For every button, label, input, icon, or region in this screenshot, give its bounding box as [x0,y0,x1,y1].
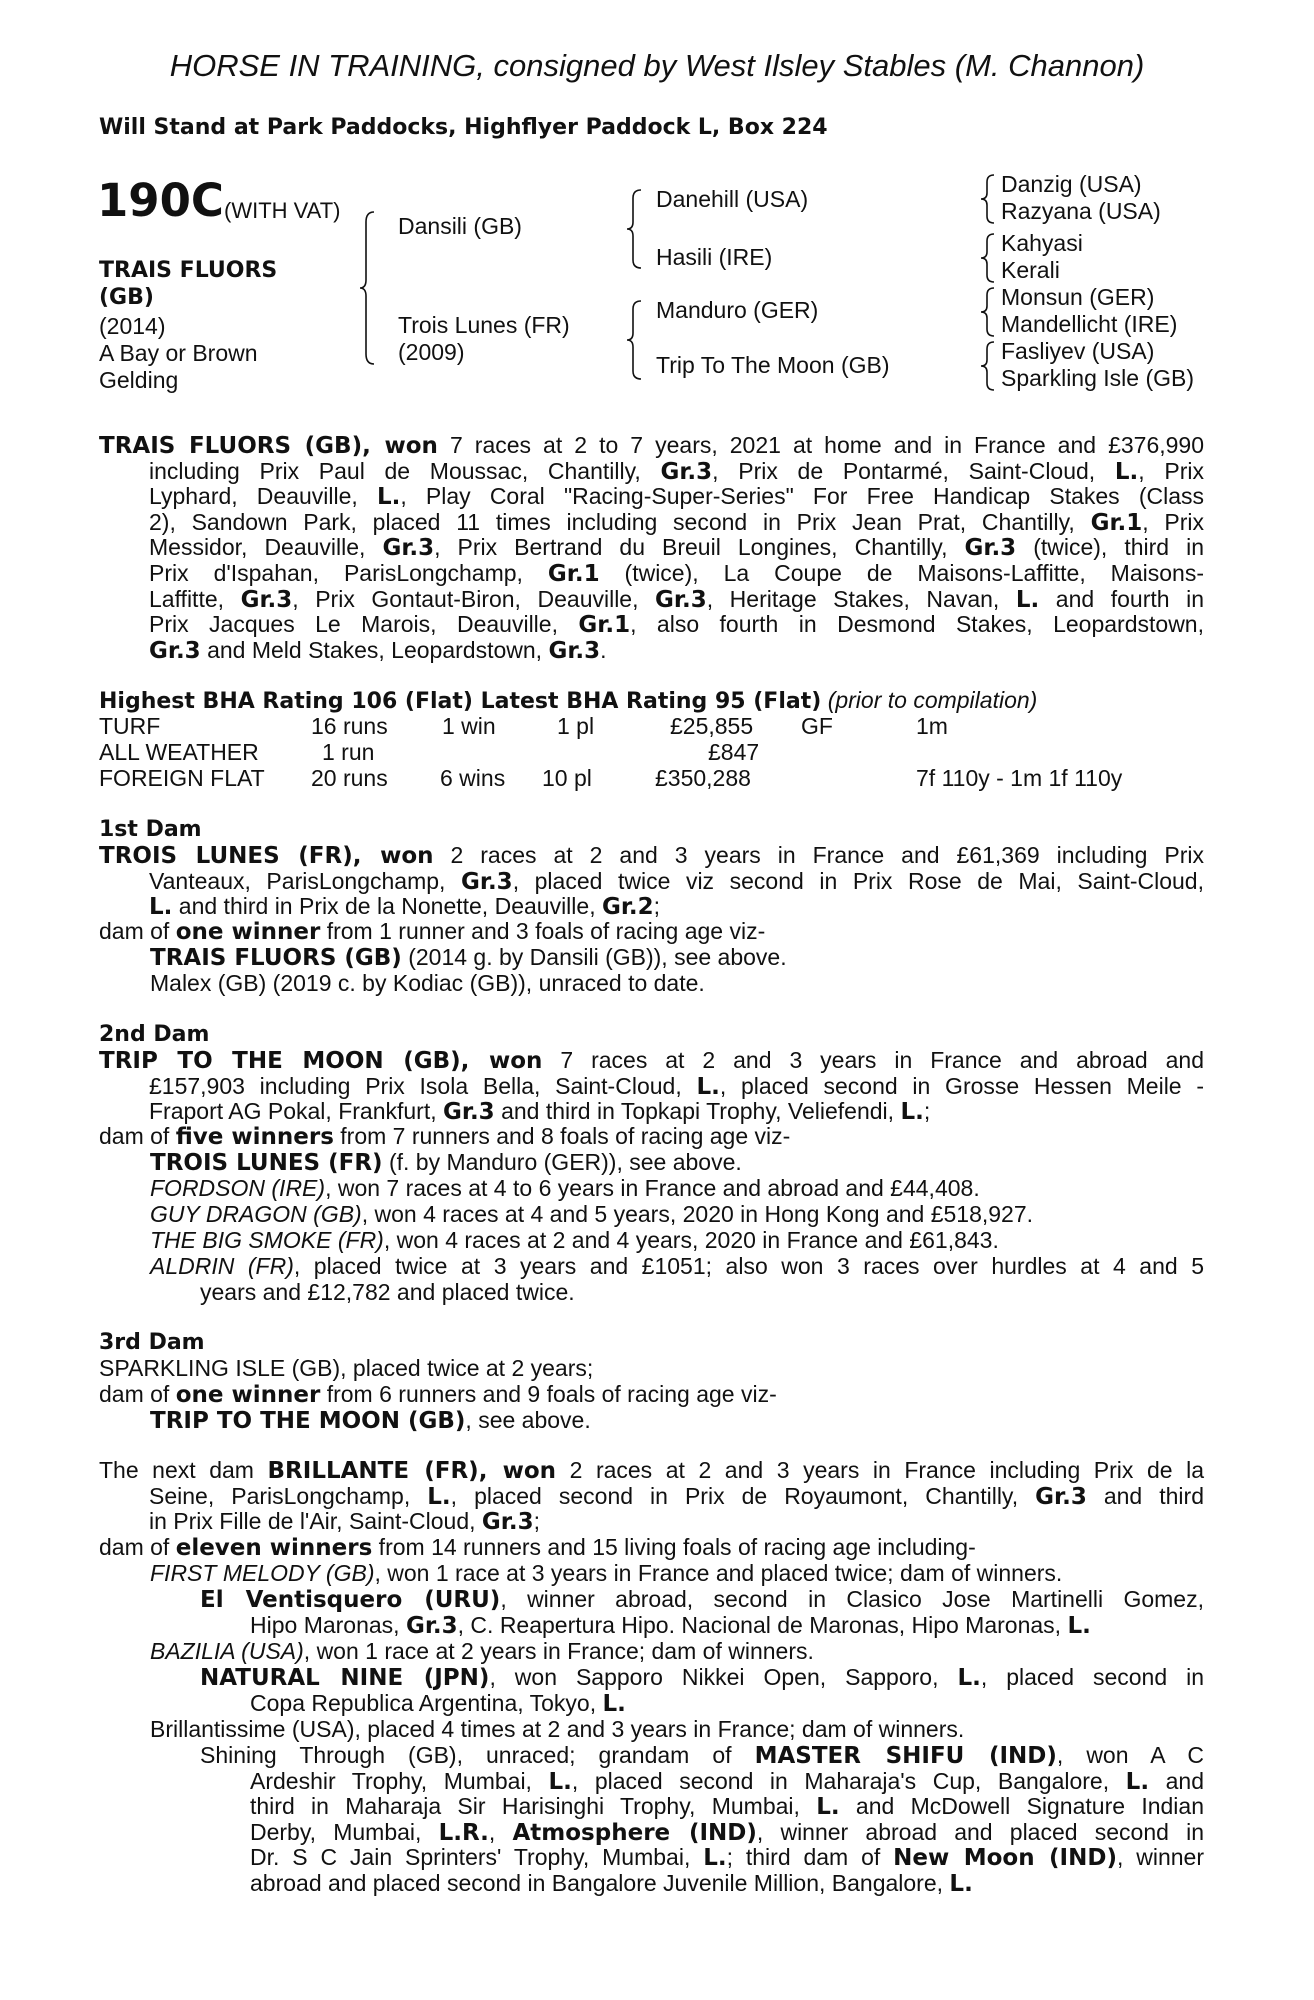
horse-name: TRAIS FLUORS [99,258,278,283]
pedigree-sire: Dansili (GB) [398,213,522,239]
pedigree-dam: Trois Lunes (FR) [398,312,570,338]
second-dam-produce-2: FORDSON (IRE), won 7 races at 4 to 6 years in France and abroad and £44,408. [150,1175,980,1201]
pedigree-ddd: Sparkling Isle (GB) [1001,365,1195,391]
sire-parents-brace [627,186,649,272]
catalogue-page: HORSE IN TRAINING, consigned by West Ilsley Stables (M. Channon) Will Stand at Park Paddocks, Highflyer Paddock L, Box 224 190C (WITH VAT) TRAIS FLUORS (GB) (2014) A Bay or Brown Gelding Dansili (GB) Trois Lunes (FR) (2009) Danehill (USA) Hasili (IRE) Manduro (GER) Trip To The Moon (GB) Danzig (USA) Razyana (USA) Kahyasi Kerali Monsun (GER) Mandellicht (IRE) Fasliyev (USA) Sparkling Isle (GB) TRAIS FLUORS (GB), won 7 races at 2 to 7 years, 2021 at home and in France and £376,990 including Prix Paul de Moussac, Chantilly, Gr.3, Prix de Pontarmé, Saint-Cloud, L., Prix Lyphard, Deauville, L., Play Coral "Racing-Super-Series" For Free Handicap Stakes (Class 2), Sandown Park, placed 11 times including second in Prix Jean Prat, Chantilly, Gr.1, Prix Messidor, Deauville, Gr.3, Prix Bertrand du Breuil Longines, Chantilly, Gr.3 (twice), third in Prix d'Ispahan, ParisLongchamp, Gr.1 (twice), La Coupe de Maisons-Laffitte, Maisons- Laffitte, Gr.3, Prix Gontaut-Biron, Deauville, Gr.3, Heritage Stakes, Navan, L. and fourth in Prix Jacques Le Marois, Deauville, Gr.1, also fourth in Desmond Stakes, Leopardstown, Gr.3 and Meld Stakes, Leopardstown, Gr.3. Highest BHA Rating 106 (Flat) Latest BHA Rating 95 (Flat) (prior to compilation) TURF 16 runs 1 win 1 pl £25,855 GF 1m ALL WEATHER 1 run £847 FOREIGN FLAT 20 runs 6 wins 10 pl £350,288 7f 110y - 1m 1f 110y 1st Dam TROIS LUNES (FR), won 2 races at 2 and 3 years in France and £61,369 including Prix Vanteaux, ParisLongchamp, Gr.3, placed twice viz second in Prix Rose de Mai, Saint-Cloud, L. and third in Prix de la Nonette, Deauville, Gr.2; dam of one winner from 1 runner and 3 foals of racing age viz- TRAIS FLUORS (GB) (2014 g. by Dansili (GB)), see above. Malex (GB) (2019 c. by Kodiac (GB)), unraced to date. 2nd Dam TRIP TO THE MOON (GB), won 7 races at 2 and 3 years in France and abroad and £157,903 including Prix Isola Bella, Saint-Cloud, L., placed second in Grosse Hessen Meile - Fraport AG Pokal, Frankfurt, Gr.3 and third in Topkapi Trophy, Veliefendi, L.; dam of five winners from 7 runners and 8 foals of racing age viz- TROIS LUNES (FR) (f. by Manduro (GER)), see above. FORDSON (IRE), won 7 races at 4 to 6 years in France and abroad and £44,408. GUY DRAGON (GB), won 4 races at 4 and 5 years, 2020 in Hong Kong and £518,927. THE BIG SMOKE (FR), won 4 races at 2 and 4 years, 2020 in France and £61,843. ALDRIN (FR), placed twice at 3 years and £1051; also won 3 races over hurdles at 4 and 5 years and £12,782 and placed twice. 3rd Dam SPARKLING ISLE (GB), placed twice at 2 years; dam of one winner from 6 runners and 9 foals of racing age viz- TRIP TO THE MOON (GB), see above. The next dam BRILLANTE (FR), won 2 races at 2 and 3 years in France including Prix de la Seine, ParisLongchamp, L., placed second in Prix de Royaumont, Chantilly, Gr.3 and third in Prix Fille de l'Air, Saint-Cloud, Gr.3; dam of eleven winners from 14 runners and 15 living foals of racing age including- FIRST MELODY (GB), won 1 race at 3 years in France and placed twice; dam of winners. El Ventisquero (URU), winner abroad, second in Clasico Jose Martinelli Gomez, Hipo Maronas, Gr.3, C. Reapertura Hipo. Nacional de Maronas, Hipo Maronas, L. BAZILIA (USA), won 1 race at 2 years in France; dam of winners. NATURAL NINE (JPN), won Sapporo Nikkei Open, Sapporo, L., placed second in Copa Republica Argentina, Tokyo, L. Brillantissime (USA), placed 4 times at 2 and 3 years in France; dam of winners. Shining Through (GB), unraced; grandam of MASTER SHIFU (IND), won A C Ardeshir Trophy, Mumbai, L., placed second in Maharaja's Cup, Bangalore, L. and third in Maharaja Sir Harisinghi Trophy, Mumbai, L. and McDowell Signature Indian Derby, Mumbai, L.R., Atmosphere (IND), winner abroad and placed second in Dr. S C Jain Sprinters' Trophy, Mumbai, L.; third dam of New Moon (IND), winner abroad and placed second in Bangalore Juvenile Million, Bangalore, L. [0,0,1314,2000]
brace-manduro [980,285,1000,341]
pedigree-sire-sire: Danehill (USA) [656,186,809,212]
second-dam-produce-4: THE BIG SMOKE (FR), won 4 races at 2 and 4 years, 2020 in France and £61,843. [150,1227,999,1253]
page-title: HORSE IN TRAINING, consigned by West Ilsley Stables (M. Channon) [169,48,1145,83]
first-dam-heading: 1st Dam [99,817,202,842]
third-dam-produce-summary: dam of one winner from 6 runners and 9 foals of racing age viz- [99,1381,777,1408]
sire-dam-brace [360,208,384,368]
next-dam-grandchild-3: Shining Through (GB), unraced; grandam of MASTER SHIFU (IND), won A C Ardeshir Trophy, Mumbai, L., placed second in Maharaja's Cup, Bangalore, L. and third in Maharaja Sir Harisinghi Trophy, Mumbai, L. and McDowell Signature Indian Derby, Mumbai, L.R., Atmosphere (IND), winner abroad and placed second in Dr. S C Jain Sprinters' Trophy, Mumbai, L.; third dam of New Moon (IND), winner abroad and placed second in Bangalore Juvenile Million, Bangalore, L. [200,1742,1205,1897]
pedigree-sss: Danzig (USA) [1001,171,1142,197]
second-dam-produce-summary: dam of five winners from 7 runners and 8 foals of racing age viz- [99,1123,791,1150]
next-dam-grandchild-2: NATURAL NINE (JPN), won Sapporo Nikkei Open, Sapporo, L., placed second in Copa Republica Argentina, Tokyo, L. [200,1664,1204,1717]
rating-heading: Highest BHA Rating 106 (Flat) Latest BHA Rating 95 (Flat) (prior to compilation) [99,687,1038,714]
third-dam-heading: 3rd Dam [99,1330,205,1355]
pedigree-sire-dam: Hasili (IRE) [656,244,773,270]
stand-location: Will Stand at Park Paddocks, Highflyer Paddock L, Box 224 [99,115,828,140]
pedigree-dds: Fasliyev (USA) [1001,338,1155,364]
pedigree-dam-sire: Manduro (GER) [656,297,819,323]
third-dam-record: SPARKLING ISLE (GB), placed twice at 2 years; [99,1355,594,1381]
dam-parents-brace [627,297,649,383]
second-dam-record: TRIP TO THE MOON (GB), won 7 races at 2 and 3 years in France and abroad and £157,903 including Prix Isola Bella, Saint-Cloud, L., placed second in Grosse Hessen Meile - Fraport AG Pokal, Frankfurt, Gr.3 and third in Topkapi Trophy, Veliefendi, L.; [99,1047,1205,1126]
pedigree-dam-dam: Trip To The Moon (GB) [656,352,890,378]
first-dam-record: TROIS LUNES (FR), won 2 races at 2 and 3 years in France and £61,369 including Prix Vanteaux, ParisLongchamp, Gr.3, placed twice viz second in Prix Rose de Mai, Saint-Cloud, L. and third in Prix de la Nonette, Deauville, Gr.2; [99,842,1205,921]
pedigree-sds: Kahyasi [1001,230,1083,256]
vat-label: (WITH VAT) [224,198,341,223]
third-dam-produce-1: TRIP TO THE MOON (GB), see above. [150,1407,591,1434]
horse-sex: Gelding [99,367,179,393]
next-dam-produce-3: Brillantissime (USA), placed 4 times at 2 and 3 years in France; dam of winners. [150,1716,965,1742]
next-dam-grandchild-1: El Ventisquero (URU), winner abroad, second in Clasico Jose Martinelli Gomez, Hipo Maronas, Gr.3, C. Reapertura Hipo. Nacional de Maronas, Hipo Maronas, L. [200,1586,1204,1639]
brace-hasili [980,231,1000,287]
second-dam-produce-1: TROIS LUNES (FR) (f. by Manduro (GER)), see above. [150,1149,742,1176]
second-dam-produce-5: ALDRIN (FR), placed twice at 3 years and £1051; also won 3 races over hurdles at 4 and 5 years and £12,782 and placed twice. [150,1253,1204,1305]
pedigree-ssd: Razyana (USA) [1001,198,1161,224]
lot-number: 190C [97,174,224,227]
first-dam-produce-summary: dam of one winner from 1 runner and 3 foals of racing age viz- [99,918,766,945]
brace-trip-to-the-moon [980,339,1000,395]
second-dam-heading: 2nd Dam [99,1022,210,1047]
pedigree-dsd: Mandellicht (IRE) [1001,311,1178,337]
racing-record: TRAIS FLUORS (GB), won 7 races at 2 to 7 years, 2021 at home and in France and £376,990 including Prix Paul de Moussac, Chantilly, Gr.3, Prix de Pontarmé, Saint-Cloud, L., Prix Lyphard, Deauville, L., Play Coral "Racing-Super-Series" For Free Handicap Stakes (Class 2), Sandown Park, placed 11 times including second in Prix Jean Prat, Chantilly, Gr.1, Prix Messidor, Deauville, Gr.3, Prix Bertrand du Breuil Longines, Chantilly, Gr.3 (twice), third in Prix d'Ispahan, ParisLongchamp, Gr.1 (twice), La Coupe de Maisons-Laffitte, Maisons- Laffitte, Gr.3, Prix Gontaut-Biron, Deauville, Gr.3, Heritage Stakes, Navan, L. and fourth in Prix Jacques Le Marois, Deauville, Gr.1, also fourth in Desmond Stakes, Leopardstown, Gr.3 and Meld Stakes, Leopardstown, Gr.3. [99,432,1205,664]
next-dam-produce-2: BAZILIA (USA), won 1 race at 2 years in France; dam of winners. [150,1638,814,1664]
horse-country: (GB) [99,285,154,310]
horse-year: (2014) [99,313,166,339]
brace-danehill [980,172,1000,228]
first-dam-produce-1: TRAIS FLUORS (GB) (2014 g. by Dansili (GB)), see above. [150,944,787,971]
first-dam-produce-2: Malex (GB) (2019 c. by Kodiac (GB)), unraced to date. [150,970,705,996]
pedigree-dam-year: (2009) [398,339,465,365]
pedigree-sdd: Kerali [1001,257,1060,283]
pedigree-dss: Monsun (GER) [1001,284,1155,310]
second-dam-produce-3: GUY DRAGON (GB), won 4 races at 4 and 5 years, 2020 in Hong Kong and £518,927. [150,1201,1034,1227]
next-dam-produce-1: FIRST MELODY (GB), won 1 race at 3 years in France and placed twice; dam of winners. [150,1560,1063,1586]
next-dam-produce-summary: dam of eleven winners from 14 runners and 15 living foals of racing age including- [99,1534,976,1561]
next-dam-record: The next dam BRILLANTE (FR), won 2 races at 2 and 3 years in France including Prix de la Seine, ParisLongchamp, L., placed second in Prix de Royaumont, Chantilly, Gr.3 and third in Prix Fille de l'Air, Saint-Cloud, Gr.3; [99,1457,1204,1536]
horse-color: A Bay or Brown [99,340,258,366]
